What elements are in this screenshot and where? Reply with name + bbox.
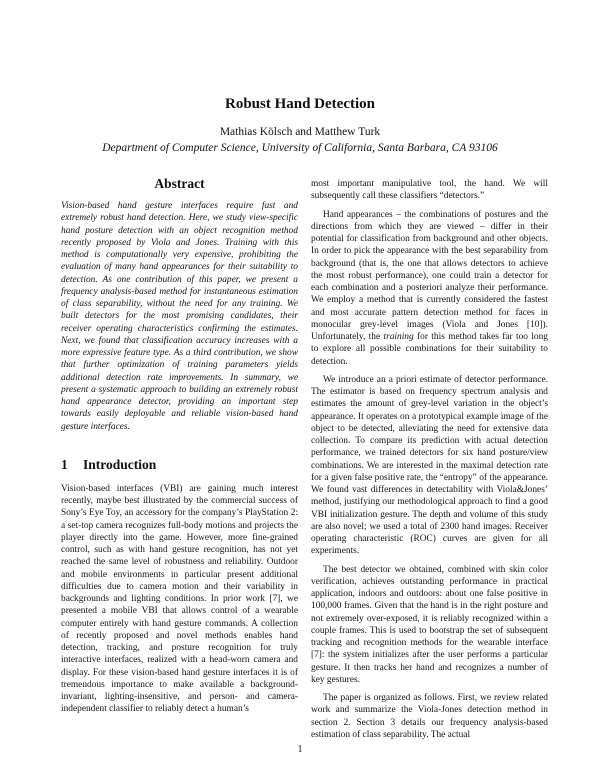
- right-paragraph-1-part-b: for this method takes far too long to explore all possible combinations for their suitability to detection.: [311, 332, 548, 367]
- paper-affiliation: Department of Computer Science, University of California, Santa Barbara, CA 93106: [102, 142, 498, 154]
- left-column: [61, 176, 298, 716]
- right-paragraph-continued: most important manipulative tool, the hand. We will subsequently call these classifiers “detectors.”: [311, 179, 548, 202]
- intro-heading: [61, 457, 298, 473]
- paper-authors: Mathias Kölsch and Matthew Turk: [219, 126, 381, 138]
- right-paragraph-1: [311, 209, 548, 368]
- intro-section-title: Introduction: [83, 456, 157, 472]
- right-paragraph-1-emphasis: training: [383, 332, 414, 342]
- right-paragraph-1-part-a: Hand appearances – the combinations of postures and the directions from which they are viewed – differ in their potential for classification from background and other objects. In order to pick the appearance with the best separability from background (that is, the one that allows detectors to achieve the most robust performance), one could train a detector for each combination and a posteriori analyze their performance. We employ a method that is currently considered the fastest and most accurate pattern detection method for faces in monocular grey-level images (Viola and Jones [10]). Unfortunately, the: [311, 209, 548, 342]
- abstract-text: Vision-based hand gesture interfaces require fast and extremely robust hand detection. Here, we study view-specific hand posture detection with an object recognition method recently proposed by Viola and Jones. Training with this method is computationally very expensive, prohibiting the evaluation of many hand appearances for their suitability to detection. As one contribution of this paper, we present a frequency analysis-based method for instantaneous estimation of class separability, without the need for any training. We built detectors for the most promising candidates, their receiver operating characteristics confirming the estimates. Next, we found that classification accuracy increases with a more expressive feature type. As a third contribution, we show that further optimization of training parameters yields additional detection rate improvements. In summary, we present a systematic approach to building an extremely robust hand appearance detector, providing an important step towards easily deployable and reliable vision-based hand gesture interfaces.: [61, 201, 298, 432]
- page-number: 1: [297, 744, 303, 755]
- right-paragraph-4: The paper is organized as follows. First, we review related work and summarize the Viola-Jones detection method in section 2. Section 3 details our frequency analysis-based estimation of class separability. The actual: [311, 693, 548, 740]
- right-paragraph-2: We introduce an a priori estimate of detector performance. The estimator is based on frequency spectrum analysis and estimates the amount of grey-level variation in the object’s appearance. It operates on a prototypical example image of the object to be detected, alleviating the need for extensive data collection. To compare its prediction with actual detection performance, we trained detectors for six hand posture/view combinations. We are interested in the maximal detection rate for a given false positive rate, the “entropy” of the appearance. We found vast differences in detectability with Viola&Jones’ method, justifying our methodological approach to find a good VBI initialization gesture. The depth and volume of this study are also novel; we used a total of 2300 hand images. Receiver operating characteristic (ROC) curves are given for all experiments.: [311, 374, 548, 557]
- right-paragraph-3: The best detector we obtained, combined with skin color verification, achieves outstanding performance in practical application, indoors and outdoors: about one false positive in 100,000 frames. Given that the hand is in the right posture and not extremely over-exposed, it is reliably recognized within a couple frames. This is used to bootstrap the set of subsequent tracking and recognition methods for the wearable interface [7]: the system initializes after the user performs a particular gesture. It then tracks her hand and recognizes a number of key gestures.: [311, 564, 548, 685]
- paper-title: Robust Hand Detection: [224, 96, 375, 112]
- intro-section-number: 1: [61, 456, 68, 472]
- abstract-heading: Abstract: [154, 176, 205, 191]
- intro-paragraph-1: Vision-based interfaces (VBI) are gaining much interest recently, maybe best illustrated by the commercial success of Sony’s Eye Toy, an accessory for the company’s PlayStation 2: a set-top camera recognizes full-body motions and projects the player directly into the game. However, more fine-grained control, such as with hand gesture recognition, has not yet reached the same level of robustness and reliability. Outdoor and mobile environments in particular present additional difficulties due to camera motion and their variability in backgrounds and lighting conditions. In prior work [7], we presented a mobile VBI that allows control of a wearable computer entirely with hand gesture commands. A collection of recently proposed and novel methods enables hand detection, tracking, and posture recognition for truly interactive interfaces, realized with a head-worn camera and display. For these vision-based hand gesture interfaces it is of tremendous importance to make available a background-invariant, lighting-insensitive, and person- and camera-independent classifier to reliably detect a human’s: [61, 483, 298, 715]
- right-column: [311, 178, 548, 741]
